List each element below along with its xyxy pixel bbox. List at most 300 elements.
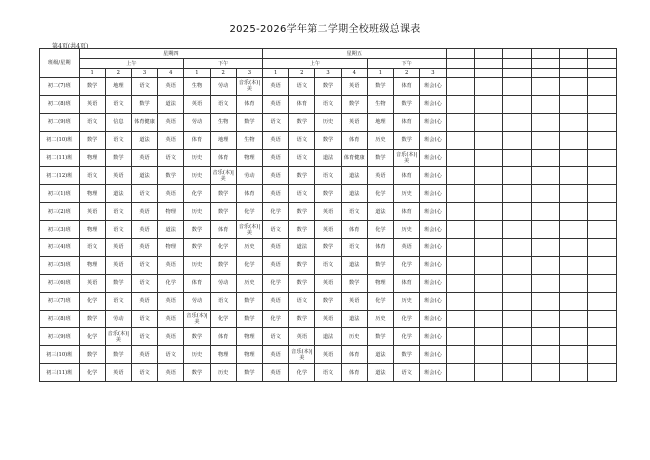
lesson-cell: 英语 xyxy=(158,78,184,96)
blank-cell xyxy=(503,256,531,274)
blank-cell xyxy=(560,292,588,310)
blank-cell xyxy=(474,364,502,382)
lesson-cell: 语文 xyxy=(105,292,131,310)
lesson-cell: 数学 xyxy=(315,185,341,203)
blank-cell xyxy=(588,221,617,239)
lesson-cell: 音乐(本)|美 xyxy=(184,310,210,328)
blank-cell xyxy=(474,221,502,239)
lesson-cell: 语文 xyxy=(131,328,157,346)
lesson-cell: 数学 xyxy=(79,131,105,149)
period-header: 2 xyxy=(394,69,420,78)
lesson-cell: 语文 xyxy=(394,364,420,382)
lesson-cell: 音乐(本)|美 xyxy=(210,167,236,185)
class-name: 初三(11)班 xyxy=(40,364,80,382)
lesson-cell: 体育 xyxy=(341,364,367,382)
table-row xyxy=(40,310,617,328)
blank-cell xyxy=(560,203,588,221)
table-row xyxy=(40,149,617,167)
lesson-cell: 语文 xyxy=(79,167,105,185)
table-row xyxy=(40,256,617,274)
lesson-cell: 化学 xyxy=(236,203,262,221)
lesson-cell: 历史 xyxy=(394,185,420,203)
lesson-cell: 英语 xyxy=(158,328,184,346)
lesson-cell: 英语 xyxy=(131,203,157,221)
blank-cell xyxy=(531,149,559,167)
lesson-cell: 英语 xyxy=(105,256,131,274)
lesson-cell: 体育 xyxy=(394,113,420,131)
lesson-cell: 化学 xyxy=(79,328,105,346)
lesson-cell: 劳动 xyxy=(236,167,262,185)
blank-cell xyxy=(588,95,617,113)
lesson-cell: 语文 xyxy=(341,239,367,257)
lesson-cell: 英语 xyxy=(158,292,184,310)
blank-header-cell xyxy=(588,59,617,69)
period-header: 1 xyxy=(263,69,289,78)
lesson-cell: 劳动 xyxy=(210,78,236,96)
lesson-cell: 英语 xyxy=(158,256,184,274)
blank-header-cell xyxy=(531,49,559,59)
lesson-cell: 音乐(本)|美 xyxy=(289,346,315,364)
lesson-cell: 数学 xyxy=(289,256,315,274)
blank-cell xyxy=(560,167,588,185)
lesson-cell: 班会(心 xyxy=(420,113,446,131)
blank-cell xyxy=(474,239,502,257)
page-title: 2025-2026学年第二学期全校班级总课表 xyxy=(229,24,421,35)
lesson-cell: 劳动 xyxy=(105,310,131,328)
blank-cell xyxy=(531,203,559,221)
blank-cell xyxy=(531,239,559,257)
lesson-cell: 道法 xyxy=(315,328,341,346)
blank-header-cell xyxy=(446,49,474,59)
lesson-cell: 数学 xyxy=(79,310,105,328)
period-header: 3 xyxy=(131,69,157,78)
lesson-cell: 英语 xyxy=(263,256,289,274)
lesson-cell: 英语 xyxy=(263,167,289,185)
period-header: 3 xyxy=(420,69,446,78)
lesson-cell: 语文 xyxy=(105,131,131,149)
table-row xyxy=(40,78,617,96)
blank-cell xyxy=(446,221,474,239)
lesson-cell: 数学 xyxy=(236,113,262,131)
lesson-cell: 班会(心 xyxy=(420,310,446,328)
lesson-cell: 数学 xyxy=(341,274,367,292)
lesson-cell: 数学 xyxy=(105,149,131,167)
blank-cell xyxy=(588,274,617,292)
lesson-cell: 化学 xyxy=(263,310,289,328)
lesson-cell: 英语 xyxy=(184,95,210,113)
blank-cell xyxy=(446,346,474,364)
lesson-cell: 物理 xyxy=(158,239,184,257)
lesson-cell: 化学 xyxy=(210,239,236,257)
blank-header-cell xyxy=(588,69,617,78)
corner-label: 班级/星期 xyxy=(40,49,80,78)
blank-cell xyxy=(446,167,474,185)
blank-cell xyxy=(588,149,617,167)
table-row xyxy=(40,95,617,113)
lesson-cell: 语文 xyxy=(105,221,131,239)
blank-cell xyxy=(446,328,474,346)
blank-cell xyxy=(503,203,531,221)
lesson-cell: 语文 xyxy=(263,221,289,239)
lesson-cell: 化学 xyxy=(367,185,393,203)
lesson-cell: 体育 xyxy=(236,185,262,203)
blank-cell xyxy=(588,292,617,310)
lesson-cell: 生物 xyxy=(367,95,393,113)
blank-cell xyxy=(588,328,617,346)
lesson-cell: 英语 xyxy=(79,274,105,292)
lesson-cell: 班会(心 xyxy=(420,292,446,310)
lesson-cell: 班会(心 xyxy=(420,131,446,149)
lesson-cell: 数学 xyxy=(394,95,420,113)
blank-cell xyxy=(446,203,474,221)
lesson-cell: 语文 xyxy=(158,149,184,167)
lesson-cell: 数学 xyxy=(289,167,315,185)
lesson-cell: 历史 xyxy=(184,203,210,221)
lesson-cell: 劳动 xyxy=(184,292,210,310)
lesson-cell: 英语 xyxy=(131,292,157,310)
blank-cell xyxy=(531,256,559,274)
blank-cell xyxy=(531,221,559,239)
lesson-cell: 道法 xyxy=(289,239,315,257)
blank-cell xyxy=(560,113,588,131)
blank-cell xyxy=(474,274,502,292)
lesson-cell: 班会(心 xyxy=(420,167,446,185)
lesson-cell: 历史 xyxy=(210,364,236,382)
lesson-cell: 道法 xyxy=(131,131,157,149)
lesson-cell: 地理 xyxy=(210,131,236,149)
class-name: 初三(10)班 xyxy=(40,346,80,364)
lesson-cell: 体育 xyxy=(289,95,315,113)
day-header: 星期四 xyxy=(79,49,262,59)
blank-cell xyxy=(531,364,559,382)
blank-cell xyxy=(560,221,588,239)
lesson-cell: 数学 xyxy=(289,221,315,239)
lesson-cell: 道法 xyxy=(158,221,184,239)
lesson-cell: 数学 xyxy=(79,346,105,364)
blank-cell xyxy=(446,274,474,292)
blank-cell xyxy=(446,364,474,382)
class-name: 初三(6)班 xyxy=(40,274,80,292)
period-header: 3 xyxy=(315,69,341,78)
class-name: 初二(11)班 xyxy=(40,149,80,167)
blank-header-cell xyxy=(474,59,502,69)
lesson-cell: 班会(心 xyxy=(420,328,446,346)
lesson-cell: 数学 xyxy=(184,328,210,346)
blank-cell xyxy=(560,328,588,346)
blank-cell xyxy=(588,256,617,274)
blank-cell xyxy=(560,131,588,149)
blank-cell xyxy=(503,239,531,257)
lesson-cell: 物理 xyxy=(236,346,262,364)
lesson-cell: 英语 xyxy=(131,346,157,364)
blank-cell xyxy=(588,203,617,221)
lesson-cell: 数学 xyxy=(158,167,184,185)
lesson-cell: 信息 xyxy=(105,113,131,131)
blank-header-cell xyxy=(503,49,531,59)
blank-cell xyxy=(503,292,531,310)
lesson-cell: 物理 xyxy=(79,149,105,167)
class-name: 初二(10)班 xyxy=(40,131,80,149)
lesson-cell: 数学 xyxy=(315,78,341,96)
blank-cell xyxy=(531,346,559,364)
lesson-cell: 化学 xyxy=(289,364,315,382)
blank-cell xyxy=(560,274,588,292)
lesson-cell: 化学 xyxy=(263,203,289,221)
lesson-cell: 物理 xyxy=(79,221,105,239)
lesson-cell: 语文 xyxy=(263,328,289,346)
blank-cell xyxy=(531,131,559,149)
blank-cell xyxy=(503,167,531,185)
lesson-cell: 数学 xyxy=(105,274,131,292)
lesson-cell: 音乐(本)|美 xyxy=(236,78,262,96)
blank-cell xyxy=(474,310,502,328)
lesson-cell: 数学 xyxy=(210,256,236,274)
lesson-cell: 数学 xyxy=(315,239,341,257)
blank-cell xyxy=(588,78,617,96)
session-header: 下午 xyxy=(367,59,446,69)
blank-header-cell xyxy=(560,49,588,59)
page-number-note: 第4页(共4页) xyxy=(52,43,89,50)
lesson-cell: 英语 xyxy=(263,185,289,203)
blank-cell xyxy=(560,239,588,257)
table-row xyxy=(40,203,617,221)
lesson-cell: 数学 xyxy=(289,274,315,292)
lesson-cell: 历史 xyxy=(367,310,393,328)
blank-header-cell xyxy=(446,69,474,78)
lesson-cell: 班会(心 xyxy=(420,256,446,274)
lesson-cell: 语文 xyxy=(79,113,105,131)
blank-cell xyxy=(560,149,588,167)
blank-header-cell xyxy=(531,69,559,78)
blank-cell xyxy=(474,203,502,221)
blank-cell xyxy=(531,95,559,113)
lesson-cell: 历史 xyxy=(367,131,393,149)
lesson-cell: 地理 xyxy=(105,78,131,96)
lesson-cell: 英语 xyxy=(131,239,157,257)
table-row xyxy=(40,328,617,346)
lesson-cell: 英语 xyxy=(158,113,184,131)
lesson-cell: 语文 xyxy=(289,131,315,149)
lesson-cell: 化学 xyxy=(394,310,420,328)
lesson-cell: 数学 xyxy=(79,78,105,96)
blank-cell xyxy=(503,346,531,364)
lesson-cell: 体育健康 xyxy=(131,113,157,131)
lesson-cell: 数学 xyxy=(289,203,315,221)
blank-cell xyxy=(560,364,588,382)
blank-header-cell xyxy=(474,49,502,59)
lesson-cell: 历史 xyxy=(236,239,262,257)
lesson-cell: 班会(心 xyxy=(420,185,446,203)
period-header: 3 xyxy=(236,69,262,78)
class-name: 初二(9)班 xyxy=(40,113,80,131)
blank-cell xyxy=(531,185,559,203)
lesson-cell: 体育健康 xyxy=(341,149,367,167)
blank-cell xyxy=(503,149,531,167)
lesson-cell: 化学 xyxy=(263,274,289,292)
blank-cell xyxy=(446,149,474,167)
blank-cell xyxy=(474,185,502,203)
blank-header-cell xyxy=(503,69,531,78)
class-name: 初三(8)班 xyxy=(40,310,80,328)
blank-cell xyxy=(588,239,617,257)
lesson-cell: 英语 xyxy=(79,203,105,221)
timetable xyxy=(39,48,617,382)
blank-header-cell xyxy=(446,59,474,69)
blank-cell xyxy=(560,310,588,328)
lesson-cell: 语文 xyxy=(158,346,184,364)
table-row xyxy=(40,113,617,131)
blank-cell xyxy=(446,292,474,310)
lesson-cell: 道法 xyxy=(131,167,157,185)
lesson-cell: 语文 xyxy=(131,310,157,328)
blank-cell xyxy=(531,167,559,185)
blank-cell xyxy=(560,346,588,364)
lesson-cell: 物理 xyxy=(79,256,105,274)
lesson-cell: 生物 xyxy=(184,78,210,96)
lesson-cell: 英语 xyxy=(315,203,341,221)
lesson-cell: 数学 xyxy=(236,364,262,382)
blank-cell xyxy=(588,167,617,185)
lesson-cell: 化学 xyxy=(236,256,262,274)
lesson-cell: 道法 xyxy=(341,167,367,185)
lesson-cell: 道法 xyxy=(341,256,367,274)
lesson-cell: 数学 xyxy=(394,131,420,149)
lesson-cell: 英语 xyxy=(158,310,184,328)
lesson-cell: 英语 xyxy=(131,221,157,239)
lesson-cell: 化学 xyxy=(210,310,236,328)
blank-header-cell xyxy=(560,59,588,69)
lesson-cell: 语文 xyxy=(131,274,157,292)
lesson-cell: 班会(心 xyxy=(420,95,446,113)
lesson-cell: 体育 xyxy=(394,78,420,96)
lesson-cell: 班会(心 xyxy=(420,364,446,382)
lesson-cell: 英语 xyxy=(263,292,289,310)
lesson-cell: 语文 xyxy=(131,256,157,274)
blank-cell xyxy=(474,167,502,185)
blank-cell xyxy=(446,310,474,328)
lesson-cell: 语文 xyxy=(289,149,315,167)
class-name: 初二(7)班 xyxy=(40,78,80,96)
lesson-cell: 语文 xyxy=(131,364,157,382)
table-row xyxy=(40,221,617,239)
lesson-cell: 语文 xyxy=(289,292,315,310)
lesson-cell: 道法 xyxy=(367,203,393,221)
lesson-cell: 语文 xyxy=(105,95,131,113)
lesson-cell: 历史 xyxy=(394,292,420,310)
class-name: 初三(9)班 xyxy=(40,328,80,346)
lesson-cell: 道法 xyxy=(367,346,393,364)
lesson-cell: 英语 xyxy=(263,131,289,149)
lesson-cell: 历史 xyxy=(184,149,210,167)
lesson-cell: 英语 xyxy=(131,149,157,167)
lesson-cell: 语文 xyxy=(79,239,105,257)
lesson-cell: 语文 xyxy=(315,167,341,185)
blank-cell xyxy=(503,221,531,239)
blank-cell xyxy=(503,131,531,149)
blank-header-cell xyxy=(531,59,559,69)
lesson-cell: 英语 xyxy=(79,95,105,113)
lesson-cell: 道法 xyxy=(105,185,131,203)
lesson-cell: 语文 xyxy=(210,95,236,113)
class-name: 初二(8)班 xyxy=(40,95,80,113)
lesson-cell: 语文 xyxy=(263,113,289,131)
lesson-cell: 英语 xyxy=(315,274,341,292)
class-name: 初三(7)班 xyxy=(40,292,80,310)
lesson-cell: 历史 xyxy=(236,274,262,292)
lesson-cell: 班会(心 xyxy=(420,239,446,257)
period-header: 2 xyxy=(210,69,236,78)
lesson-cell: 道法 xyxy=(341,185,367,203)
lesson-cell: 物理 xyxy=(236,328,262,346)
lesson-cell: 英语 xyxy=(263,78,289,96)
lesson-cell: 体育 xyxy=(341,221,367,239)
lesson-cell: 生物 xyxy=(236,131,262,149)
period-header: 4 xyxy=(158,69,184,78)
table-row xyxy=(40,346,617,364)
lesson-cell: 英语 xyxy=(263,149,289,167)
lesson-cell: 化学 xyxy=(394,256,420,274)
class-name: 初三(3)班 xyxy=(40,221,80,239)
blank-header-cell xyxy=(560,69,588,78)
lesson-cell: 数学 xyxy=(367,149,393,167)
blank-cell xyxy=(531,292,559,310)
lesson-cell: 数学 xyxy=(289,310,315,328)
table-row xyxy=(40,185,617,203)
lesson-cell: 体育 xyxy=(367,239,393,257)
blank-cell xyxy=(503,185,531,203)
lesson-cell: 数学 xyxy=(367,328,393,346)
lesson-cell: 数学 xyxy=(289,113,315,131)
lesson-cell: 体育 xyxy=(341,346,367,364)
table-row xyxy=(40,274,617,292)
lesson-cell: 语文 xyxy=(315,364,341,382)
blank-cell xyxy=(474,78,502,96)
blank-cell xyxy=(503,364,531,382)
lesson-cell: 班会(心 xyxy=(420,221,446,239)
lesson-cell: 语文 xyxy=(289,78,315,96)
table-row xyxy=(40,131,617,149)
lesson-cell: 语文 xyxy=(105,203,131,221)
blank-header-cell xyxy=(503,59,531,69)
lesson-cell: 英语 xyxy=(263,239,289,257)
lesson-cell: 化学 xyxy=(158,274,184,292)
lesson-cell: 班会(心 xyxy=(420,149,446,167)
lesson-cell: 生物 xyxy=(210,113,236,131)
blank-cell xyxy=(588,310,617,328)
day-header: 星期五 xyxy=(263,49,446,59)
lesson-cell: 数学 xyxy=(236,310,262,328)
blank-cell xyxy=(588,346,617,364)
blank-cell xyxy=(474,131,502,149)
lesson-cell: 班会(心 xyxy=(420,274,446,292)
lesson-cell: 数学 xyxy=(131,95,157,113)
class-name: 初三(1)班 xyxy=(40,185,80,203)
lesson-cell: 班会(心 xyxy=(420,78,446,96)
blank-cell xyxy=(588,113,617,131)
lesson-cell: 英语 xyxy=(341,292,367,310)
blank-cell xyxy=(503,113,531,131)
lesson-cell: 英语 xyxy=(315,310,341,328)
table-row xyxy=(40,292,617,310)
period-header: 1 xyxy=(184,69,210,78)
lesson-cell: 体育 xyxy=(210,149,236,167)
table-row xyxy=(40,364,617,382)
lesson-cell: 英语 xyxy=(263,95,289,113)
lesson-cell: 班会(心 xyxy=(420,346,446,364)
lesson-cell: 英语 xyxy=(263,346,289,364)
lesson-cell: 化学 xyxy=(394,328,420,346)
blank-cell xyxy=(446,113,474,131)
